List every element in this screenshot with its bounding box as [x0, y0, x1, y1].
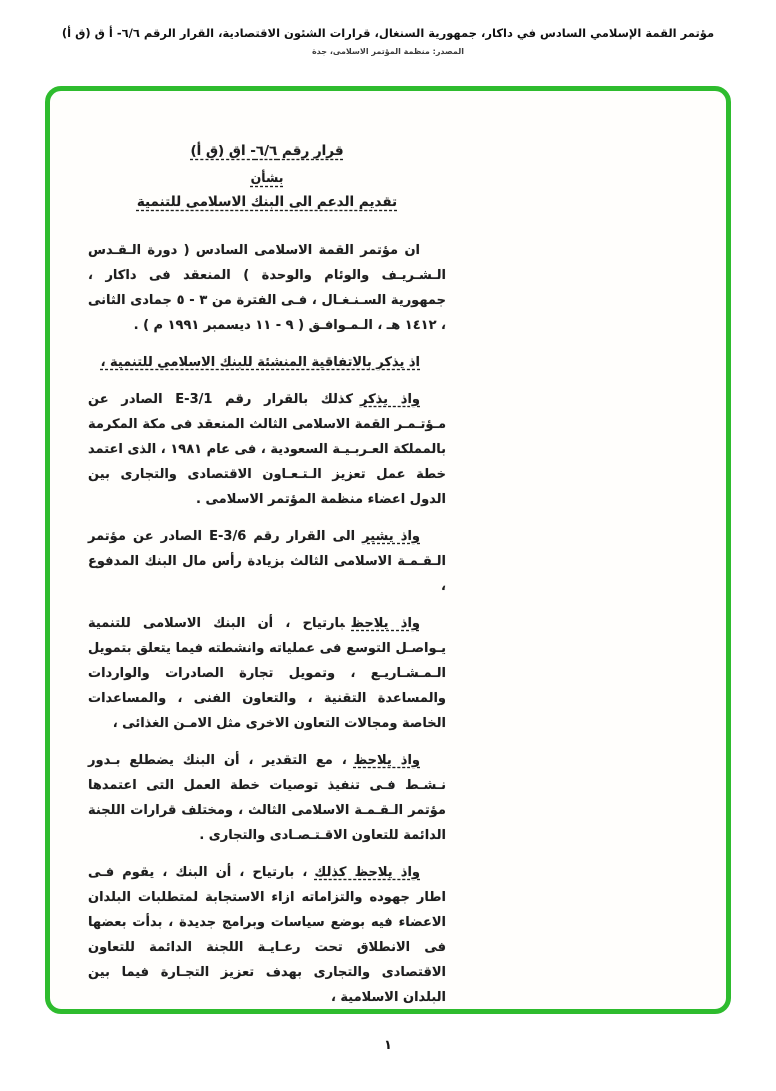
scan-frame — [45, 86, 731, 1014]
clause-text: كذلك بالقرار رقم E-3/1 الصادر عن مـؤتـمـر القمة الاسلامى الثالث المنعقد فى مكة المكرمة بالمملكة العـربـيـة السعودية ، فى عام ١٩٨١ ، الذى اعتمد خطة عمل تعزيز الـتـعـاون الاقتصادى والتجارى بين الدول اعضاء منظمة المؤتمر الاسلامى . — [88, 392, 446, 507]
scanned-document-page — [88, 143, 446, 1010]
resolution-subject-line: تقديم الدعم الى البنك الاسلامى للتنمية — [136, 194, 398, 210]
clause-lead: اذ يذكر بالاتفاقية المنشئة للبنك الاسلامى للتنمية ، — [100, 355, 420, 370]
preamble-paragraph — [88, 350, 446, 375]
clause-text: الى القرار رقم E-3/6 الصادر عن مؤتمر الـقـمـة الاسلامى الثالث بزيادة رأس مال البنك المدفوع ، — [88, 529, 446, 594]
citation-header: مؤتمر القمة الإسلامي السادس في داكار، جمهورية السنغال، قرارات الشئون الاقتصادية، القرار الرقم ٦/٦- أ ق (ق أ) — [61, 26, 715, 40]
clause-text: ، مع التقدير ، أن البنك يضطلع بـدور نـشـط فـى تنفيذ توصيات خطة العمل التى اعتمدها مؤتمر الـقـمـة الاسلامى الثالث ، ومختلف قرارات اللجنة الدائمة للتعاون الاقـتـصـادى والتجارى . — [88, 753, 446, 843]
clause-lead: واذ يلاحظ — [351, 616, 420, 631]
clause-lead: واذ يذكر — [359, 392, 420, 407]
preamble-paragraph — [88, 611, 446, 736]
preamble-paragraph — [88, 860, 446, 1010]
source-line: المصدر: منظمة المؤتمر الاسلامى، جدة — [311, 47, 465, 56]
clause-text: ، بارتياح ، أن البنك ، يقوم فـى اطار جهوده والتزاماته ازاء الاستجابة لمتطلبات البلدان الاعضاء فيه بوضع سياسات وبرامج جديدة ، بدأت بعضها فى الانطلاق تحت رعـايـة اللجنة الدائمة للتعاون الاقتصادى والتجارى بهدف تعزيز التجـارة فيما بين البلدان الاسلامية ، — [88, 865, 446, 1005]
preamble-paragraph — [88, 524, 446, 599]
clause-lead: واذ يلاحظ كذلك — [314, 865, 420, 880]
resolution-regarding-line: بشأن — [250, 170, 284, 185]
preamble-paragraph — [88, 387, 446, 512]
clause-text: ان مؤتمر القمة الاسلامى السادس ( دورة الـقـدس الـشـريـف والوئام والوحدة ) المنعقد فى داكار ، جمهورية السـنـغـال ، فـى الفترة من ٣ - ٥ جمادى الثانى ، ١٤١٢ هـ ، الـمـوافـق ( ٩ - ١١ ديسمبر ١٩٩١ م ) . — [88, 243, 447, 333]
resolution-number-line: قرار رقم ٦/٦- اق (ق أ) — [190, 143, 344, 159]
resolution-title-block — [88, 143, 446, 210]
clause-text: بارتياح ، أن البنك الاسلامى للتنمية يـواصـل التوسع فى عملياته وانشطته فيما يتعلق بتمويل الـمـشـاريـع ، وتمويل تجارة الصادرات والواردات والمساعدة التقنية ، والتعاون الفنى ، والمساعدات الخاصة ومجالات التعاون الاخرى مثل الامـن الغذائى ، — [88, 616, 446, 731]
clause-lead: واذ يلاحظ — [353, 753, 421, 768]
preamble-paragraph — [88, 748, 446, 848]
page-number: ١ — [384, 1038, 392, 1053]
clause-lead: واذ يشير — [362, 529, 420, 544]
preamble-paragraph — [88, 238, 446, 338]
